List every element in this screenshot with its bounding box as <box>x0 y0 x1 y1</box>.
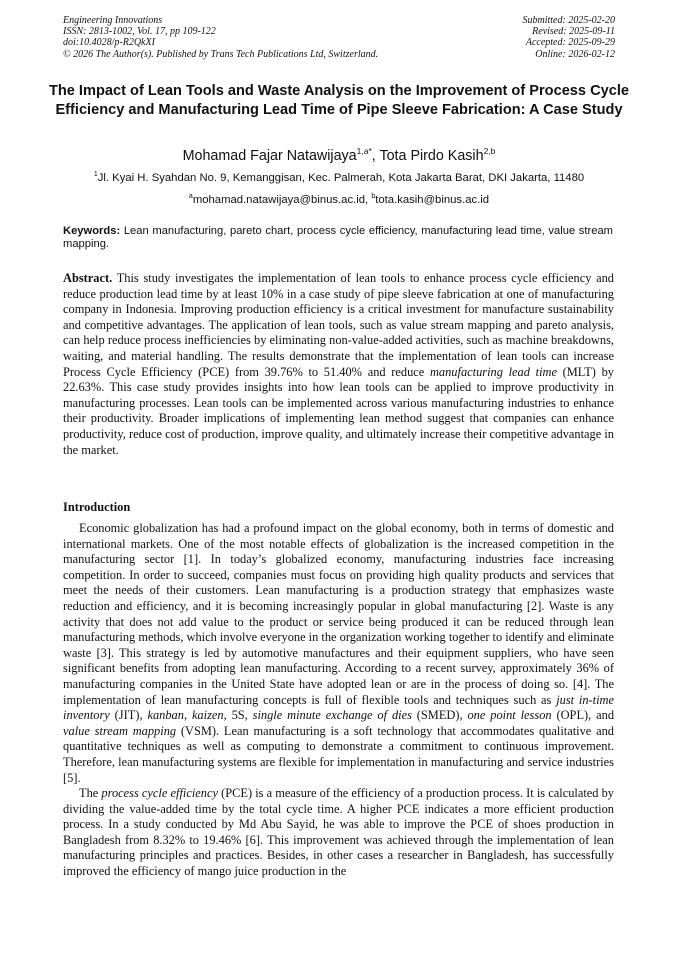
abstract-paragraph <box>63 271 614 458</box>
intro-p1-italic-kanban: kanban <box>147 708 184 723</box>
intro-p2-text-2: (PCE) is a measure of the efficiency of a production process. It is calculated by dividing the value-added time by the total cycle time. A higher PCE indicates a more efficient production process. In a study conducted by Md Abu Sayid, he was able to improve the PCE of shoes production in Bangladesh from 8.32% to 19.46% [6]. This improvement was achieved through the implementation of lean manufacturing principles and practices. Besides, in other cases a researcher in Bangladesh, has successfully improved the efficiency of mango juice production in the <box>63 786 614 879</box>
abstract-label: Abstract. <box>63 271 113 285</box>
intro-p1-text-3: , <box>183 708 192 723</box>
intro-p1-italic-kaizen: kaizen <box>191 708 224 723</box>
intro-p1-text-5: (SMED), <box>411 708 468 723</box>
email-b-sup: b <box>371 193 376 200</box>
journal-header-right <box>523 15 616 60</box>
intro-p1-italic-opl: one point lesson <box>467 708 552 723</box>
keywords-text: Lean manufacturing, pareto chart, process cycle efficiency, manufacturing lead time, value stream mapping. <box>63 225 613 251</box>
intro-p1-italic-vsm: value stream mapping <box>63 723 177 738</box>
email-a[interactable]: mohamad.natawijaya@binus.ac.id, <box>192 193 372 206</box>
affiliation-text: Jl. Kyai H. Syahdan No. 9, Kemanggisan, Kec. Palmerah, Kota Jakarta Barat, DKI Jakarta, 11480 <box>97 171 585 184</box>
journal-issn: ISSN: 2813-1002, Vol. 17, pp 109-122 <box>63 26 216 38</box>
revised-date: Revised: 2025-09-11 <box>532 26 615 38</box>
intro-p2-italic-pce: process cycle efficiency <box>101 786 218 801</box>
intro-p1-text-2: (JIT), <box>109 708 148 723</box>
intro-p1-text-6: (OPL), and <box>551 708 615 723</box>
accepted-date: Accepted: 2025-09-29 <box>525 37 615 49</box>
intro-paragraph-2 <box>63 786 614 880</box>
journal-doi[interactable]: doi:10.4028/p-R2QkXI <box>63 37 155 49</box>
abstract-italic-mlt: manufacturing lead time <box>429 364 557 379</box>
intro-p1-italic-smed: single minute exchange of dies <box>252 708 412 723</box>
intro-p2-text-1: The <box>79 786 102 801</box>
introduction-heading: Introduction <box>63 500 131 514</box>
abstract-text-1: This study investigates the implementation of lean tools to enhance process cycle efficiency and reduce production lead time by at least 10% in a case study of pipe sleeve fabrication at one of manufacturing company in Indonesia. Improving production efficiency is a critical investment for manufacture sustainability and competitive advantages. The application of lean tools, such as value stream mapping and pareto analysis, can help reduce process inefficiencies by eliminating non-value-added activities, such as machine breakdowns, waiting, and material handling. The results demonstrate that the implementation of lean tools can increase Process Cycle Efficiency (PCE) from 39.76% to 51.40% and reduce <box>63 271 614 379</box>
submitted-date: Submitted: 2025-02-20 <box>522 15 615 26</box>
author-separator: , <box>371 147 380 164</box>
email-a-sup: a <box>188 193 193 200</box>
intro-p1-italic-jit: just in-time inventory <box>63 692 614 723</box>
email-b[interactable]: tota.kasih@binus.ac.id <box>375 193 490 206</box>
author-emails <box>30 190 648 207</box>
keywords-label: Keywords: <box>63 225 121 237</box>
affiliation-sup: 1 <box>93 171 98 178</box>
copyright-line: © 2026 The Author(s). Published by Trans Tech Publications Ltd, Switzerland. <box>63 48 379 60</box>
journal-header-left <box>63 15 378 60</box>
intro-p1-text-1: Economic globalization has had a profound impact on the global economy, both in terms of domestic and international markets. One of the most notable effects of globalization is the increased competition in the manufacturing sector [1]. In today’s globalized economy, manufacturing industries face increasing competition. In order to succeed, companies must focus on providing high quality products and services that meet the needs of their customers. Lean manufacturing is a production strategy that emphasizes waste reduction and efficiency, and it is becoming increasingly popular in global manufacturing [2]. Waste is any activity that does not add value to the product or service being produced it can be reduced through lean manufacturing methods, which involve everyone in the organization working together to identify and eliminate waste [3]. This strategy is led by automotive manufactures and their equipment suppliers, who have seen significant benefits from adopting lean manufacturing. According to a recent survey, approximately 36% of manufacturing companies in the United State have adopted lean or are in the process of doing so. [4]. The implementation of lean manufacturing concepts is full of flexible tools and techniques such as <box>63 521 615 707</box>
journal-name: Engineering Innovations <box>63 15 163 26</box>
intro-p1-text-4: , 5S, <box>223 708 253 723</box>
online-date: Online: 2026-02-12 <box>535 48 615 60</box>
affiliation <box>30 168 648 185</box>
author-line <box>40 142 638 165</box>
author-1-name: Mohamad Fajar Natawijaya <box>182 147 357 164</box>
author-2-name: Tota Pirdo Kasih <box>379 147 484 164</box>
author-2-sup: 2,b <box>483 146 496 156</box>
intro-paragraph-1 <box>63 521 614 786</box>
paper-title: The Impact of Lean Tools and Waste Analysis on the Improvement of Process Cycle Efficiency and Manufacturing Lead Time of Pipe Sleeve Fabrication: A Case Study <box>48 83 630 118</box>
keywords-block <box>63 225 613 252</box>
intro-p1-text-7: (VSM). Lean manufacturing is a soft technology that accommodates qualitative and quantitative techniques as well as computing to demonstrate a commitment to continuous improvement. Therefore, lean manufacturing systems are flexible for implementation in manufacturing and service industries [5]. <box>63 723 614 785</box>
abstract-text-2: (MLT) by 22.63%. This case study provides insights into how lean tools can be applied to improve productivity in manufacturing processes. Lean tools can be implemented across various manufacturing industries to enhance their productivity. Broader implications of implementing lean method suggest that companies can enhance productivity, reduce cost of production, improve quality, and ultimately increase their competitive advantage in the market. <box>63 364 614 457</box>
introduction-section <box>63 521 614 880</box>
author-1-sup: 1,a* <box>356 146 372 156</box>
